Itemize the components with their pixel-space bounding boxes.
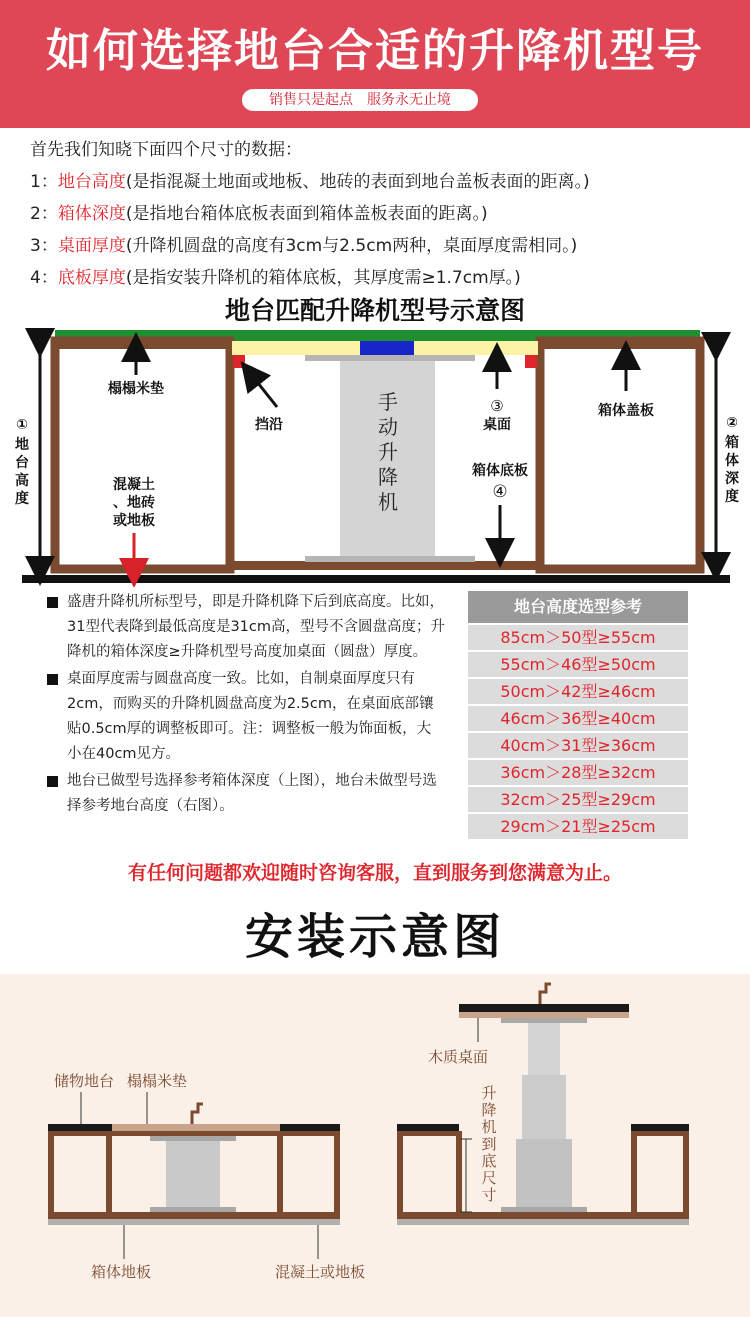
height-reference-table (468, 591, 688, 839)
svg-text:体: 体 (725, 453, 739, 469)
bullet-square-icon (47, 776, 58, 787)
lift-plate (360, 341, 414, 355)
ref-row: 46cm＞36型≥40cm (468, 706, 688, 731)
svg-text:高: 高 (15, 473, 29, 489)
ground (397, 1219, 689, 1225)
cover-board (631, 1131, 689, 1136)
svg-text:升: 升 (481, 1084, 497, 1102)
wood-desk (459, 1004, 629, 1012)
wall (456, 1131, 462, 1219)
install-title: 安装示意图 (244, 909, 505, 965)
svg-text:台: 台 (15, 455, 29, 471)
intro-item-3: 3：桌面厚度(升降机圆盘的高度有3cm与2.5cm两种，桌面厚度需相同。) (30, 236, 578, 256)
intro-item-1: 1：地台高度(是指混凝土地面或地板、地砖的表面到地台盖板表面的距离。) (30, 172, 590, 192)
svg-text:地: 地 (15, 437, 29, 453)
svg-text:升: 升 (378, 440, 398, 464)
platform-top (631, 1124, 689, 1131)
ref-row: 85cm＞50型≥55cm (468, 625, 688, 650)
handle-icon (192, 1104, 203, 1124)
svg-text:②: ② (726, 415, 738, 431)
svg-text:箱: 箱 (725, 435, 739, 451)
notes-list (45, 590, 445, 819)
bullet-square-icon (47, 597, 58, 608)
lift-top (501, 1018, 587, 1023)
svg-text:混凝土: 混凝土 (113, 477, 155, 493)
platform-diagram (0, 325, 750, 587)
desk-label: 桌面 (483, 417, 511, 433)
svg-text:到: 到 (481, 1135, 497, 1153)
wall (683, 1131, 689, 1219)
lift-stage-1 (528, 1023, 560, 1075)
ground (48, 1219, 340, 1225)
box-floor (397, 1212, 689, 1219)
wall (334, 1131, 340, 1219)
box-floor (226, 561, 544, 570)
svg-text:尺: 尺 (481, 1169, 497, 1187)
svg-text:度: 度 (725, 489, 739, 505)
lift-base-plate (305, 556, 475, 562)
intro-item-2: 2：箱体深度(是指地台箱体底板表面到箱体盖板表面的距离。) (30, 204, 488, 224)
ref-row: 40cm＞31型≥36cm (468, 733, 688, 758)
svg-text:度: 度 (15, 491, 29, 507)
svg-text:或地板: 或地板 (113, 513, 155, 529)
wood-desk-label: 木质桌面 (427, 1048, 489, 1066)
diagram-title: 地台匹配升降机型号示意图 (224, 296, 525, 325)
cover-board (397, 1131, 459, 1136)
storage-label: 储物地台 (53, 1072, 115, 1090)
lift-label (378, 390, 398, 514)
lift-top-plate (305, 355, 475, 361)
edge-left (233, 355, 245, 368)
ground-line (22, 575, 730, 583)
svg-text:降: 降 (481, 1101, 497, 1119)
ref-row: 29cm＞21型≥25cm (468, 814, 688, 839)
right-box (540, 341, 700, 569)
mat-label: 榻榻米垫 (108, 381, 164, 397)
page-title: 如何选择地台合适的升降机型号 (45, 24, 704, 77)
lift-base (150, 1207, 236, 1212)
svg-text:寸: 寸 (481, 1186, 497, 1204)
left-box (55, 341, 230, 569)
cover-board (48, 1131, 340, 1136)
intro-section (30, 134, 740, 294)
intro-lead: 首先我们知晓下面四个尺寸的数据： (30, 140, 302, 160)
box-floor-num: ④ (492, 482, 508, 502)
install-right (397, 984, 689, 1225)
cover-label: 箱体盖板 (598, 403, 654, 419)
wall (106, 1131, 112, 1219)
edge-arrow (250, 373, 277, 407)
mat-inset (112, 1124, 280, 1131)
svg-text:手: 手 (378, 390, 398, 414)
install-left (48, 1072, 365, 1281)
svg-text:降: 降 (378, 465, 398, 489)
ref-table-title: 地台高度选型参考 (468, 591, 688, 623)
svg-text:动: 动 (378, 415, 398, 439)
contact-notice: 有任何问题都欢迎随时咨询客服，直到服务到您满意为止。 (127, 862, 622, 884)
wood-desk-edge (459, 1012, 629, 1018)
bullet-square-icon (47, 674, 58, 685)
platform-top (397, 1124, 459, 1131)
svg-text:①: ① (16, 417, 28, 433)
note-item: 桌面厚度需与圆盘高度一致。比如，自制桌面厚度只有2cm，而购买的升降机圆盘高度为2.5cm，在桌面底部镶贴0.5cm厚的调整板即可。注：调整板一般为饰面板，大小在40cm见方。 (45, 667, 445, 767)
handle-icon (540, 984, 551, 1004)
depth-label (725, 415, 739, 505)
wall (277, 1131, 283, 1219)
intro-item-4: 4：底板厚度(是指安装升降机的箱体底板，其厚度需≥1.7cm厚。) (30, 268, 521, 288)
lift-base (501, 1207, 587, 1212)
lift-stage-3 (516, 1139, 572, 1207)
wall (48, 1131, 54, 1219)
box-floor (48, 1212, 340, 1219)
ref-row: 50cm＞42型≥46cm (468, 679, 688, 704)
desk-num: ③ (490, 397, 504, 415)
lift-height-label (481, 1084, 496, 1204)
header-banner (0, 0, 750, 128)
note-item: 盛唐升降机所标型号，即是升降机降下后到底高度。比如，31型代表降到最低高度是31cm高，型号不含圆盘高度；升降机的箱体深度≥升降机型号高度加桌面（圆盘）厚度。 (45, 590, 445, 665)
ground-label (113, 476, 155, 529)
slogan-badge: 销售只是起点 服务永无止境 (242, 89, 478, 111)
install-diagram (0, 974, 750, 1317)
box-floor-label: 箱体底板 (472, 463, 528, 479)
svg-text:机: 机 (481, 1118, 497, 1136)
ref-row: 36cm＞28型≥32cm (468, 760, 688, 785)
ref-row: 32cm＞25型≥29cm (468, 787, 688, 812)
svg-text:、地砖: 、地砖 (113, 495, 155, 511)
lift-stage-2 (522, 1075, 566, 1139)
box-floor-label: 箱体地板 (90, 1263, 152, 1281)
svg-text:底: 底 (481, 1152, 497, 1170)
mat-label: 榻榻米垫 (126, 1072, 188, 1090)
wall (397, 1131, 403, 1219)
wall (631, 1131, 637, 1219)
height-label (15, 417, 29, 507)
lift-top (150, 1136, 236, 1141)
note-item: 地台已做型号选择参考箱体深度（上图），地台未做型号选择参考地台高度（右图）。 (45, 769, 445, 819)
lift-body (166, 1141, 220, 1207)
edge-right (525, 355, 537, 368)
ref-row: 55cm＞46型≥50cm (468, 652, 688, 677)
ground-label: 混凝土或地板 (274, 1263, 366, 1281)
edge-label: 挡沿 (255, 417, 283, 433)
svg-text:机: 机 (378, 490, 398, 514)
svg-text:深: 深 (725, 471, 739, 487)
